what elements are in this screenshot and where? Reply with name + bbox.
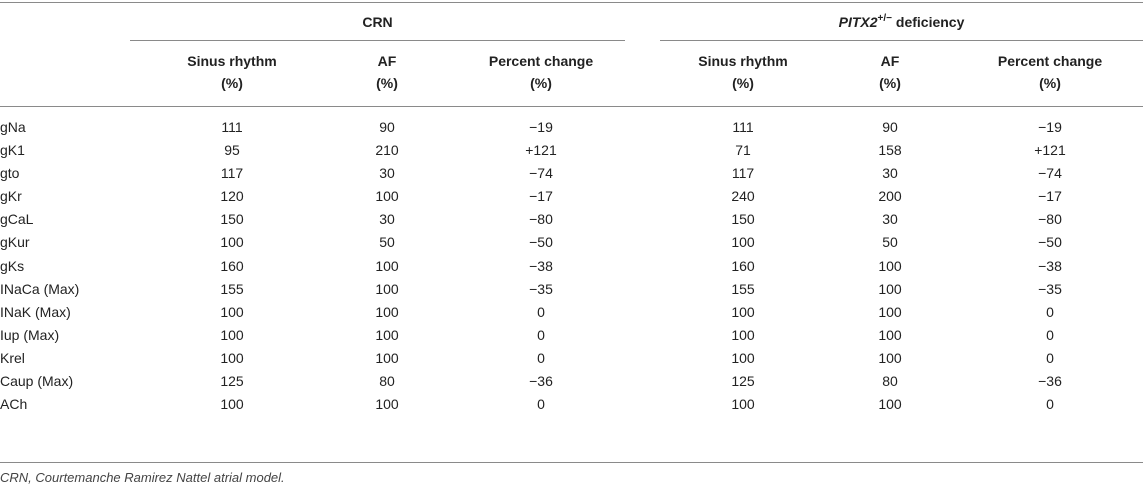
table-row <box>0 370 1143 393</box>
top-rule <box>0 2 1143 3</box>
table-cell: 100 <box>375 257 399 274</box>
table-row <box>0 324 1143 347</box>
row-label: gKr <box>0 188 22 205</box>
table-cell: 0 <box>537 396 545 413</box>
table-cell: 100 <box>731 234 755 251</box>
row-label: gCaL <box>0 211 34 228</box>
group-label-superscript: +/− <box>877 13 892 24</box>
table-cell: 30 <box>882 211 898 228</box>
column-header <box>658 50 828 94</box>
table-cell: −35 <box>529 280 553 297</box>
table-cell: 160 <box>731 257 755 274</box>
table-cell: −50 <box>1038 234 1062 251</box>
row-label: gKs <box>0 257 25 274</box>
table-cell: −17 <box>529 188 553 205</box>
table-cell: 100 <box>878 396 902 413</box>
column-header-line1: AF <box>377 53 397 69</box>
table-cell: 117 <box>220 165 244 182</box>
table-cell: 100 <box>220 326 244 343</box>
table-cell: 100 <box>375 326 399 343</box>
column-header-line2: (%) <box>530 75 552 91</box>
row-label: ACh <box>0 396 28 413</box>
table-cell: −36 <box>529 373 553 390</box>
row-label: Caup (Max) <box>0 373 74 390</box>
table-cell: 71 <box>735 142 751 159</box>
column-header-line2: (%) <box>732 75 754 91</box>
row-label: Iup (Max) <box>0 326 60 343</box>
column-header <box>965 50 1135 94</box>
table-cell: 50 <box>379 234 395 251</box>
table-cell: 210 <box>375 142 399 159</box>
table-cell: 100 <box>220 396 244 413</box>
table-cell: 0 <box>1046 349 1054 366</box>
group-rule-pitx2 <box>660 40 1143 41</box>
column-header <box>456 50 626 94</box>
table-cell: 100 <box>731 349 755 366</box>
table-cell: 100 <box>375 188 399 205</box>
table-cell: 125 <box>220 373 244 390</box>
table-cell: 0 <box>1046 326 1054 343</box>
column-header-line2: (%) <box>376 75 398 91</box>
column-header-line1: Sinus rhythm <box>698 53 788 69</box>
table-cell: −50 <box>529 234 553 251</box>
table-cell: −80 <box>529 211 553 228</box>
table-cell: 0 <box>537 349 545 366</box>
table-cell: −19 <box>529 119 553 135</box>
table-cell: 0 <box>1046 396 1054 413</box>
column-header-line1: Sinus rhythm <box>187 53 277 69</box>
table-cell: 100 <box>375 280 399 297</box>
table-cell: 0 <box>537 303 545 320</box>
group-label-crn: CRN <box>362 14 393 30</box>
table-cell: 150 <box>731 211 755 228</box>
table-cell: 100 <box>731 326 755 343</box>
table-cell: 30 <box>379 211 395 228</box>
row-label: gNa <box>0 119 26 135</box>
group-rule-crn <box>130 40 625 41</box>
row-label: gK1 <box>0 142 25 159</box>
table-cell: +121 <box>1034 142 1066 159</box>
table-row <box>0 278 1143 301</box>
table-cell: 30 <box>882 165 898 182</box>
table-cell: 160 <box>220 257 244 274</box>
table-cell: 100 <box>731 303 755 320</box>
column-header-line1: Percent change <box>997 53 1103 69</box>
table-cell: 100 <box>220 349 244 366</box>
table-row <box>0 393 1143 416</box>
table-cell: −35 <box>1038 280 1062 297</box>
table-row <box>0 255 1143 278</box>
table-cell: 90 <box>882 119 898 135</box>
column-header-line2: (%) <box>221 75 243 91</box>
table-row <box>0 231 1143 254</box>
table-cell: 95 <box>224 142 240 159</box>
table-cell: 100 <box>375 396 399 413</box>
table-row <box>0 139 1143 162</box>
table-cell: 155 <box>220 280 244 297</box>
header-rule <box>0 106 1143 107</box>
table-cell: 155 <box>731 280 755 297</box>
group-header-pitx2 <box>660 14 1143 30</box>
column-header <box>805 50 975 94</box>
table-cell: 90 <box>379 119 395 135</box>
row-label: INaCa (Max) <box>0 280 80 297</box>
table-cell: 125 <box>731 373 755 390</box>
table-cell: 100 <box>878 257 902 274</box>
table-cell: 100 <box>220 234 244 251</box>
table-row <box>0 301 1143 324</box>
table-cell: 100 <box>878 349 902 366</box>
table-cell: 100 <box>375 349 399 366</box>
table-cell: 150 <box>220 211 244 228</box>
table-cell: −38 <box>1038 257 1062 274</box>
table-cell: 80 <box>379 373 395 390</box>
table-cell: 100 <box>878 303 902 320</box>
table-cell: 0 <box>537 326 545 343</box>
footnote: CRN, Courtemanche Ramirez Nattel atrial model. <box>0 470 285 485</box>
table-cell: 158 <box>878 142 902 159</box>
column-header-line2: (%) <box>879 75 901 91</box>
column-header <box>147 50 317 94</box>
table-cell: +121 <box>525 142 557 159</box>
table-cell: 240 <box>731 188 755 205</box>
table-cell: 100 <box>375 303 399 320</box>
table-row <box>0 347 1143 370</box>
table-cell: 30 <box>379 165 395 182</box>
table-cell: 100 <box>731 396 755 413</box>
group-label-gene: PITX2 <box>838 14 878 30</box>
table-row <box>0 116 1143 139</box>
group-header-crn <box>130 14 625 30</box>
table-cell: 0 <box>1046 303 1054 320</box>
table-cell: 117 <box>731 165 755 182</box>
table-cell: 120 <box>220 188 244 205</box>
row-label: Krel <box>0 349 25 366</box>
column-header-line2: (%) <box>1039 75 1061 91</box>
table-cell: 100 <box>878 280 902 297</box>
table-cell: −74 <box>1038 165 1062 182</box>
table-cell: 111 <box>221 119 243 135</box>
group-label-rest: deficiency <box>892 14 965 30</box>
table-cell: 200 <box>878 188 902 205</box>
table-cell: 80 <box>882 373 898 390</box>
table-row <box>0 208 1143 231</box>
row-label: gKur <box>0 234 30 251</box>
table-cell: −80 <box>1038 211 1062 228</box>
table-body <box>0 116 1143 416</box>
row-label: gto <box>0 165 20 182</box>
column-header <box>302 50 472 94</box>
table-cell: 50 <box>882 234 898 251</box>
table-cell: −17 <box>1038 188 1062 205</box>
table-cell: −38 <box>529 257 553 274</box>
column-header-line1: AF <box>880 53 900 69</box>
table-cell: 100 <box>220 303 244 320</box>
table-cell: −74 <box>529 165 553 182</box>
bottom-rule <box>0 462 1143 463</box>
table-cell: −36 <box>1038 373 1062 390</box>
table-cell: 100 <box>878 326 902 343</box>
row-label: INaK (Max) <box>0 303 71 320</box>
table-cell: −19 <box>1038 119 1062 135</box>
column-header-line1: Percent change <box>488 53 594 69</box>
table-row <box>0 185 1143 208</box>
table-cell: 111 <box>732 119 754 135</box>
table-row <box>0 162 1143 185</box>
